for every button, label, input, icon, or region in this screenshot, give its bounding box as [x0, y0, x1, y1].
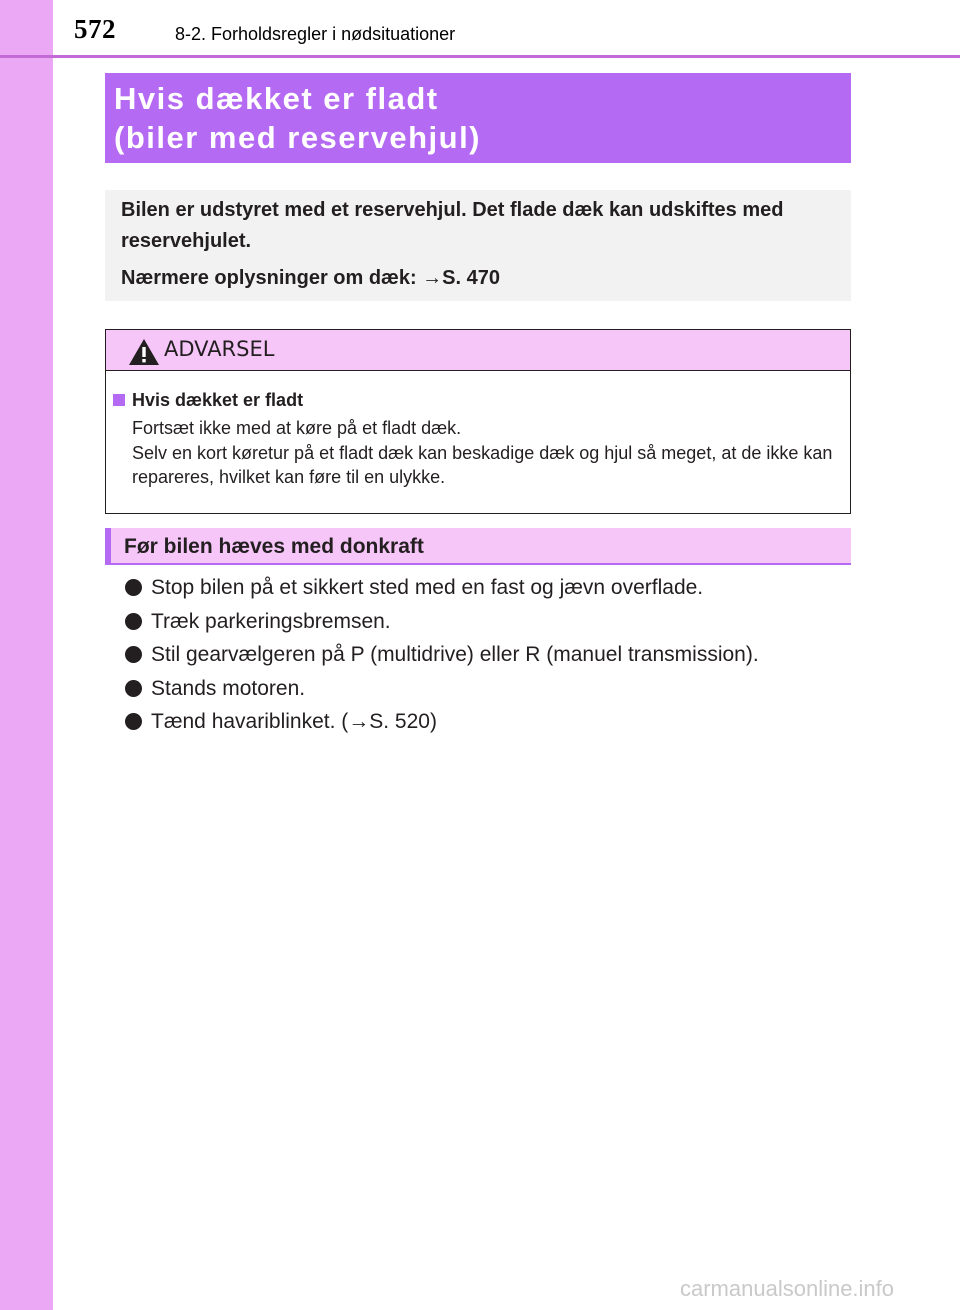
list-item-text: Stands motoren.	[151, 676, 306, 700]
subsection-header	[105, 528, 851, 565]
list-item	[124, 705, 844, 739]
page-title-line-1: Hvis dækket er fladt	[114, 81, 439, 116]
intro-box	[105, 190, 851, 301]
warning-label: ADVARSEL	[164, 337, 275, 361]
subsection-title: Før bilen hæves med donkraft	[124, 535, 424, 558]
precaution-list	[124, 571, 844, 739]
list-item	[124, 638, 844, 672]
chapter-title: 8-2. Forholdsregler i nødsituationer	[175, 24, 456, 44]
bullet-icon	[125, 713, 142, 730]
side-color-strip	[0, 0, 53, 1310]
intro-text: Bilen er udstyret med et reservehjul. Det flade dæk kan udskiftes med reservehjulet.	[121, 199, 784, 252]
header-rule	[0, 55, 960, 58]
list-item-text: Træk parkeringsbremsen.	[151, 609, 391, 633]
list-item-text: Stop bilen på et sikkert sted med en fast og jævn overflade.	[151, 576, 704, 599]
list-item	[124, 605, 844, 639]
list-item	[124, 571, 844, 605]
bullet-icon	[125, 613, 142, 630]
section-title-banner	[105, 73, 851, 163]
warning-text-1: Fortsæt ikke med at køre på et fladt dæk.	[132, 418, 462, 438]
bullet-icon	[125, 646, 142, 663]
page-title-line-2: (biler med reservehjul)	[114, 120, 482, 155]
list-item	[124, 672, 844, 706]
warning-box	[105, 329, 851, 514]
bullet-icon	[125, 680, 142, 697]
list-item-text: Tænd havariblinket. (→S. 520)	[151, 710, 437, 733]
warning-subheading	[132, 388, 838, 412]
page-number: 572	[74, 14, 116, 44]
warning-header	[106, 330, 850, 371]
warning-body	[106, 371, 850, 490]
tire-info-reference: Nærmere oplysninger om dæk: →S. 470	[121, 267, 501, 289]
warning-text-2: Selv en kort køretur på et fladt dæk kan beskadige dæk og hjul så meget, at de ikke kan repareres, hvilket kan føre til en ulykke.	[132, 442, 833, 487]
warning-subheading-text: Hvis dækket er fladt	[132, 390, 304, 410]
bullet-icon	[125, 579, 142, 596]
list-item-text: Stil gearvælgeren på P (multidrive) eller R (manuel transmission).	[151, 643, 759, 666]
square-bullet-icon	[113, 394, 125, 406]
warning-triangle-icon	[128, 338, 160, 366]
watermark: carmanualsonline.info	[680, 1276, 895, 1301]
